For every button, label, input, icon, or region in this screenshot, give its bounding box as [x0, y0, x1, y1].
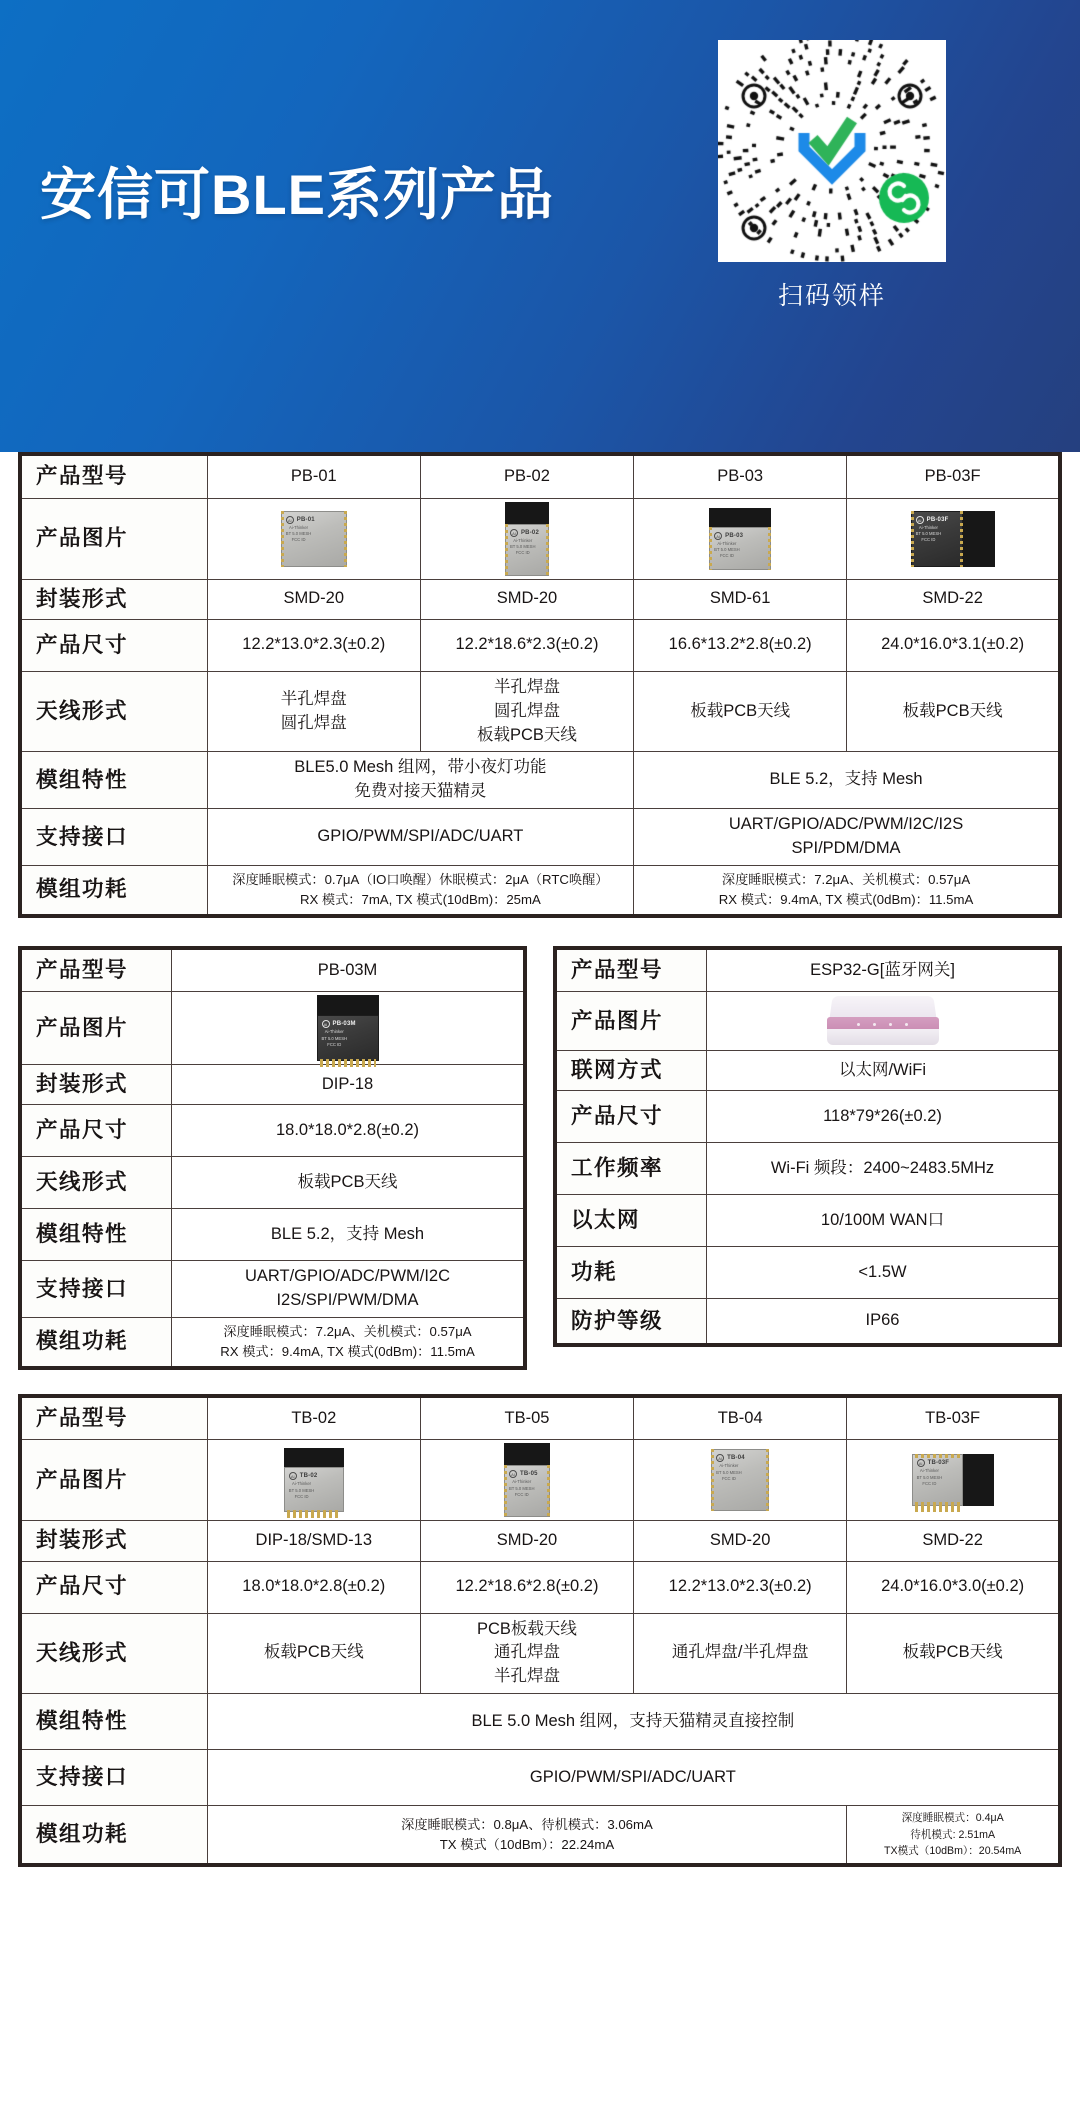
row-label: 封装形式: [20, 1521, 207, 1561]
module-photo: AI TB-05 Ai-Thinker BT 5.0 MESH FCC ID: [504, 1443, 550, 1517]
table-cell: GPIO/PWM/SPI/ADC/UART: [207, 1750, 1060, 1806]
table-row: [20, 1694, 1060, 1750]
row-label: 产品型号: [20, 948, 172, 992]
table-cell: SMD-61: [634, 579, 847, 619]
table-cell: IP66: [707, 1299, 1061, 1345]
table-row: [20, 1209, 525, 1261]
page-title: 安信可BLE系列产品: [40, 163, 554, 226]
table-cell: BLE 5.2，支持 Mesh: [172, 1209, 526, 1261]
table-row: [20, 1806, 1060, 1866]
table-row: [555, 992, 1060, 1051]
spec-table-pb-series: [18, 452, 1062, 918]
module-photo: AI TB-03F Ai-Thinker BT 5.0 MESH FCC ID: [912, 1454, 994, 1506]
row-label: 产品图片: [20, 1440, 207, 1521]
table-cell: SMD-22: [847, 579, 1060, 619]
row-label: 产品尺寸: [555, 1091, 707, 1143]
table-row: [20, 1318, 525, 1368]
row-label: 产品尺寸: [20, 1105, 172, 1157]
table-cell: DIP-18/SMD-13: [207, 1521, 420, 1561]
table-cell: 板载PCB天线: [634, 671, 847, 752]
table-cell: 以太网/WiFi: [707, 1051, 1061, 1091]
table-row: [555, 1051, 1060, 1091]
table-row: [20, 1157, 525, 1209]
row-label: 模组特性: [20, 1209, 172, 1261]
product-image-cell: [207, 1440, 420, 1521]
product-image-cell: [207, 498, 420, 579]
table-row: [20, 1440, 1060, 1521]
table-cell: 12.2*18.6*2.8(±0.2): [420, 1561, 633, 1613]
row-label: 产品尺寸: [20, 619, 207, 671]
table-row: [20, 579, 1060, 619]
table-cell: SMD-22: [847, 1521, 1060, 1561]
module-photo: AI PB-02 Ai-Thinker BT 5.0 MESH FCC ID: [505, 502, 549, 576]
table-cell: 12.2*13.0*2.3(±0.2): [634, 1561, 847, 1613]
product-image-cell: [420, 498, 633, 579]
row-label: 封装形式: [20, 579, 207, 619]
table-cell: 深度睡眠模式：0.8μA、待机模式：3.06mA TX 模式（10dBm）：22.24mA: [207, 1806, 847, 1866]
table-cell: TB-03F: [847, 1396, 1060, 1440]
row-label: 支持接口: [20, 1750, 207, 1806]
table-cell: PB-02: [420, 454, 633, 498]
table-cell: 18.0*18.0*2.8(±0.2): [172, 1105, 526, 1157]
table-row: [20, 992, 525, 1065]
spec-sheet: [0, 452, 1080, 1891]
row-label: 封装形式: [20, 1065, 172, 1105]
table-row: [20, 1561, 1060, 1613]
table-cell: 深度睡眠模式：7.2μA、关机模式：0.57μA RX 模式：9.4mA, TX 模式(0dBm)：11.5mA: [634, 866, 1060, 916]
table-cell: BLE 5.0 Mesh 组网，支持天猫精灵直接控制: [207, 1694, 1060, 1750]
module-photo: AI PB-03F Ai-Thinker BT 5.0 MESH FCC ID: [911, 511, 995, 567]
row-label: 模组功耗: [20, 1806, 207, 1866]
row-label: 产品尺寸: [20, 1561, 207, 1613]
table-cell: PB-03F: [847, 454, 1060, 498]
module-photo: AI PB-01 Ai-Thinker BT 5.0 MESH FCC ID: [281, 511, 347, 567]
table-row: [555, 1143, 1060, 1195]
table-cell: PB-01: [207, 454, 420, 498]
table-cell: 板载PCB天线: [847, 671, 1060, 752]
table-cell: TB-05: [420, 1396, 633, 1440]
module-photo: AI PB-03 Ai-Thinker BT 5.0 MESH FCC ID: [709, 508, 771, 570]
table-row: [555, 948, 1060, 992]
table-cell: PCB板载天线 通孔焊盘 半孔焊盘: [420, 1613, 633, 1694]
table-cell: 半孔焊盘 圆孔焊盘 板载PCB天线: [420, 671, 633, 752]
row-label: 产品图片: [20, 992, 172, 1065]
row-label: 产品型号: [20, 1396, 207, 1440]
table-row: [20, 1613, 1060, 1694]
table-row: [555, 1299, 1060, 1345]
product-image-cell: [634, 1440, 847, 1521]
table-cell: PB-03: [634, 454, 847, 498]
table-row: [555, 1195, 1060, 1247]
table-cell: 半孔焊盘 圆孔焊盘: [207, 671, 420, 752]
row-label: 工作频率: [555, 1143, 707, 1195]
row-label: 天线形式: [20, 1157, 172, 1209]
table-cell: 深度睡眠模式：0.4μA 待机模式: 2.51mA TX模式（10dBm）：20.54mA: [847, 1806, 1060, 1866]
table-cell: SMD-20: [207, 579, 420, 619]
table-cell: 10/100M WAN口: [707, 1195, 1061, 1247]
table-cell: 板载PCB天线: [207, 1613, 420, 1694]
table-cell: <1.5W: [707, 1247, 1061, 1299]
spec-table-esp32-g: [553, 946, 1062, 1347]
table-row: [20, 1261, 525, 1318]
table-cell: 16.6*13.2*2.8(±0.2): [634, 619, 847, 671]
table-cell: 深度睡眠模式：7.2μA、关机模式：0.57μA RX 模式：9.4mA, TX 模式(0dBm)：11.5mA: [172, 1318, 526, 1368]
row-label: 支持接口: [20, 809, 207, 866]
row-label: 模组功耗: [20, 866, 207, 916]
table-cell: DIP-18: [172, 1065, 526, 1105]
row-label: 天线形式: [20, 671, 207, 752]
table-row: [20, 866, 1060, 916]
table-cell: PB-03M: [172, 948, 526, 992]
qr-caption: 扫码领样: [777, 282, 886, 310]
qr-code-image[interactable]: [718, 40, 946, 262]
table-row: [20, 1521, 1060, 1561]
row-label: 支持接口: [20, 1261, 172, 1318]
row-label: 防护等级: [555, 1299, 707, 1345]
table-row: [20, 1105, 525, 1157]
table-cell: BLE 5.2，支持 Mesh: [634, 752, 1060, 809]
table-cell: 板载PCB天线: [172, 1157, 526, 1209]
qr-section: [718, 40, 946, 312]
row-label: 以太网: [555, 1195, 707, 1247]
table-row: [20, 619, 1060, 671]
table-row: [20, 454, 1060, 498]
table-cell: 深度睡眠模式：0.7μA（IO口唤醒）休眠模式：2μA（RTC唤醒） RX 模式：7mA, TX 模式(10dBm)：25mA: [207, 866, 633, 916]
row-label: 天线形式: [20, 1613, 207, 1694]
table-cell: Wi-Fi 频段：2400~2483.5MHz: [707, 1143, 1061, 1195]
row-label: 模组功耗: [20, 1318, 172, 1368]
table-cell: 24.0*16.0*3.0(±0.2): [847, 1561, 1060, 1613]
row-label: 功耗: [555, 1247, 707, 1299]
row-label: 产品型号: [555, 948, 707, 992]
product-image-cell: [847, 1440, 1060, 1521]
table-row: [20, 671, 1060, 752]
row-label: 模组特性: [20, 1694, 207, 1750]
table-cell: SMD-20: [420, 579, 633, 619]
table-row: [20, 498, 1060, 579]
table-cell: TB-04: [634, 1396, 847, 1440]
table-cell: UART/GPIO/ADC/PWM/I2C I2S/SPI/PWM/DMA: [172, 1261, 526, 1318]
module-photo: AI TB-04 Ai-Thinker BT 5.0 MESH FCC ID: [711, 1449, 769, 1511]
table-cell: 118*79*26(±0.2): [707, 1091, 1061, 1143]
table-cell: SMD-20: [420, 1521, 633, 1561]
spec-table-pb-03m: [18, 946, 527, 1370]
table-cell: GPIO/PWM/SPI/ADC/UART: [207, 809, 633, 866]
product-image-cell: [634, 498, 847, 579]
product-image-cell: [707, 992, 1061, 1051]
spec-table-tb-series: [18, 1394, 1062, 1868]
module-photo: AI PB-03M Ai-Thinker BT 5.0 MESH FCC ID: [317, 995, 379, 1061]
table-row: [20, 809, 1060, 866]
table-cell: ESP32-G[蓝牙网关]: [707, 948, 1061, 992]
row-label: 模组特性: [20, 752, 207, 809]
table-row: [20, 1750, 1060, 1806]
table-row: [555, 1247, 1060, 1299]
table-row: [20, 948, 525, 992]
hero-banner: [0, 0, 1080, 452]
product-image-cell: [172, 992, 526, 1065]
table-cell: BLE5.0 Mesh 组网，带小夜灯功能 免费对接天猫精灵: [207, 752, 633, 809]
table-cell: 板载PCB天线: [847, 1613, 1060, 1694]
module-photo: AI TB-02 Ai-Thinker BT 5.0 MESH FCC ID: [284, 1448, 344, 1512]
table-row: [20, 1396, 1060, 1440]
row-label: 产品图片: [20, 498, 207, 579]
table-cell: SMD-20: [634, 1521, 847, 1561]
table-cell: 通孔焊盘/半孔焊盘: [634, 1613, 847, 1694]
two-column-table-group: [18, 946, 1062, 1370]
product-image-cell: [420, 1440, 633, 1521]
row-label: 产品型号: [20, 454, 207, 498]
table-cell: 18.0*18.0*2.8(±0.2): [207, 1561, 420, 1613]
table-row: [20, 1065, 525, 1105]
table-cell: UART/GPIO/ADC/PWM/I2C/I2S SPI/PDM/DMA: [634, 809, 1060, 866]
table-row: [20, 752, 1060, 809]
row-label: 产品图片: [555, 992, 707, 1051]
table-cell: TB-02: [207, 1396, 420, 1440]
row-label: 联网方式: [555, 1051, 707, 1091]
gateway-photo: [823, 995, 943, 1047]
product-image-cell: [847, 498, 1060, 579]
table-cell: 24.0*16.0*3.1(±0.2): [847, 619, 1060, 671]
table-row: [555, 1091, 1060, 1143]
table-cell: 12.2*13.0*2.3(±0.2): [207, 619, 420, 671]
table-cell: 12.2*18.6*2.3(±0.2): [420, 619, 633, 671]
